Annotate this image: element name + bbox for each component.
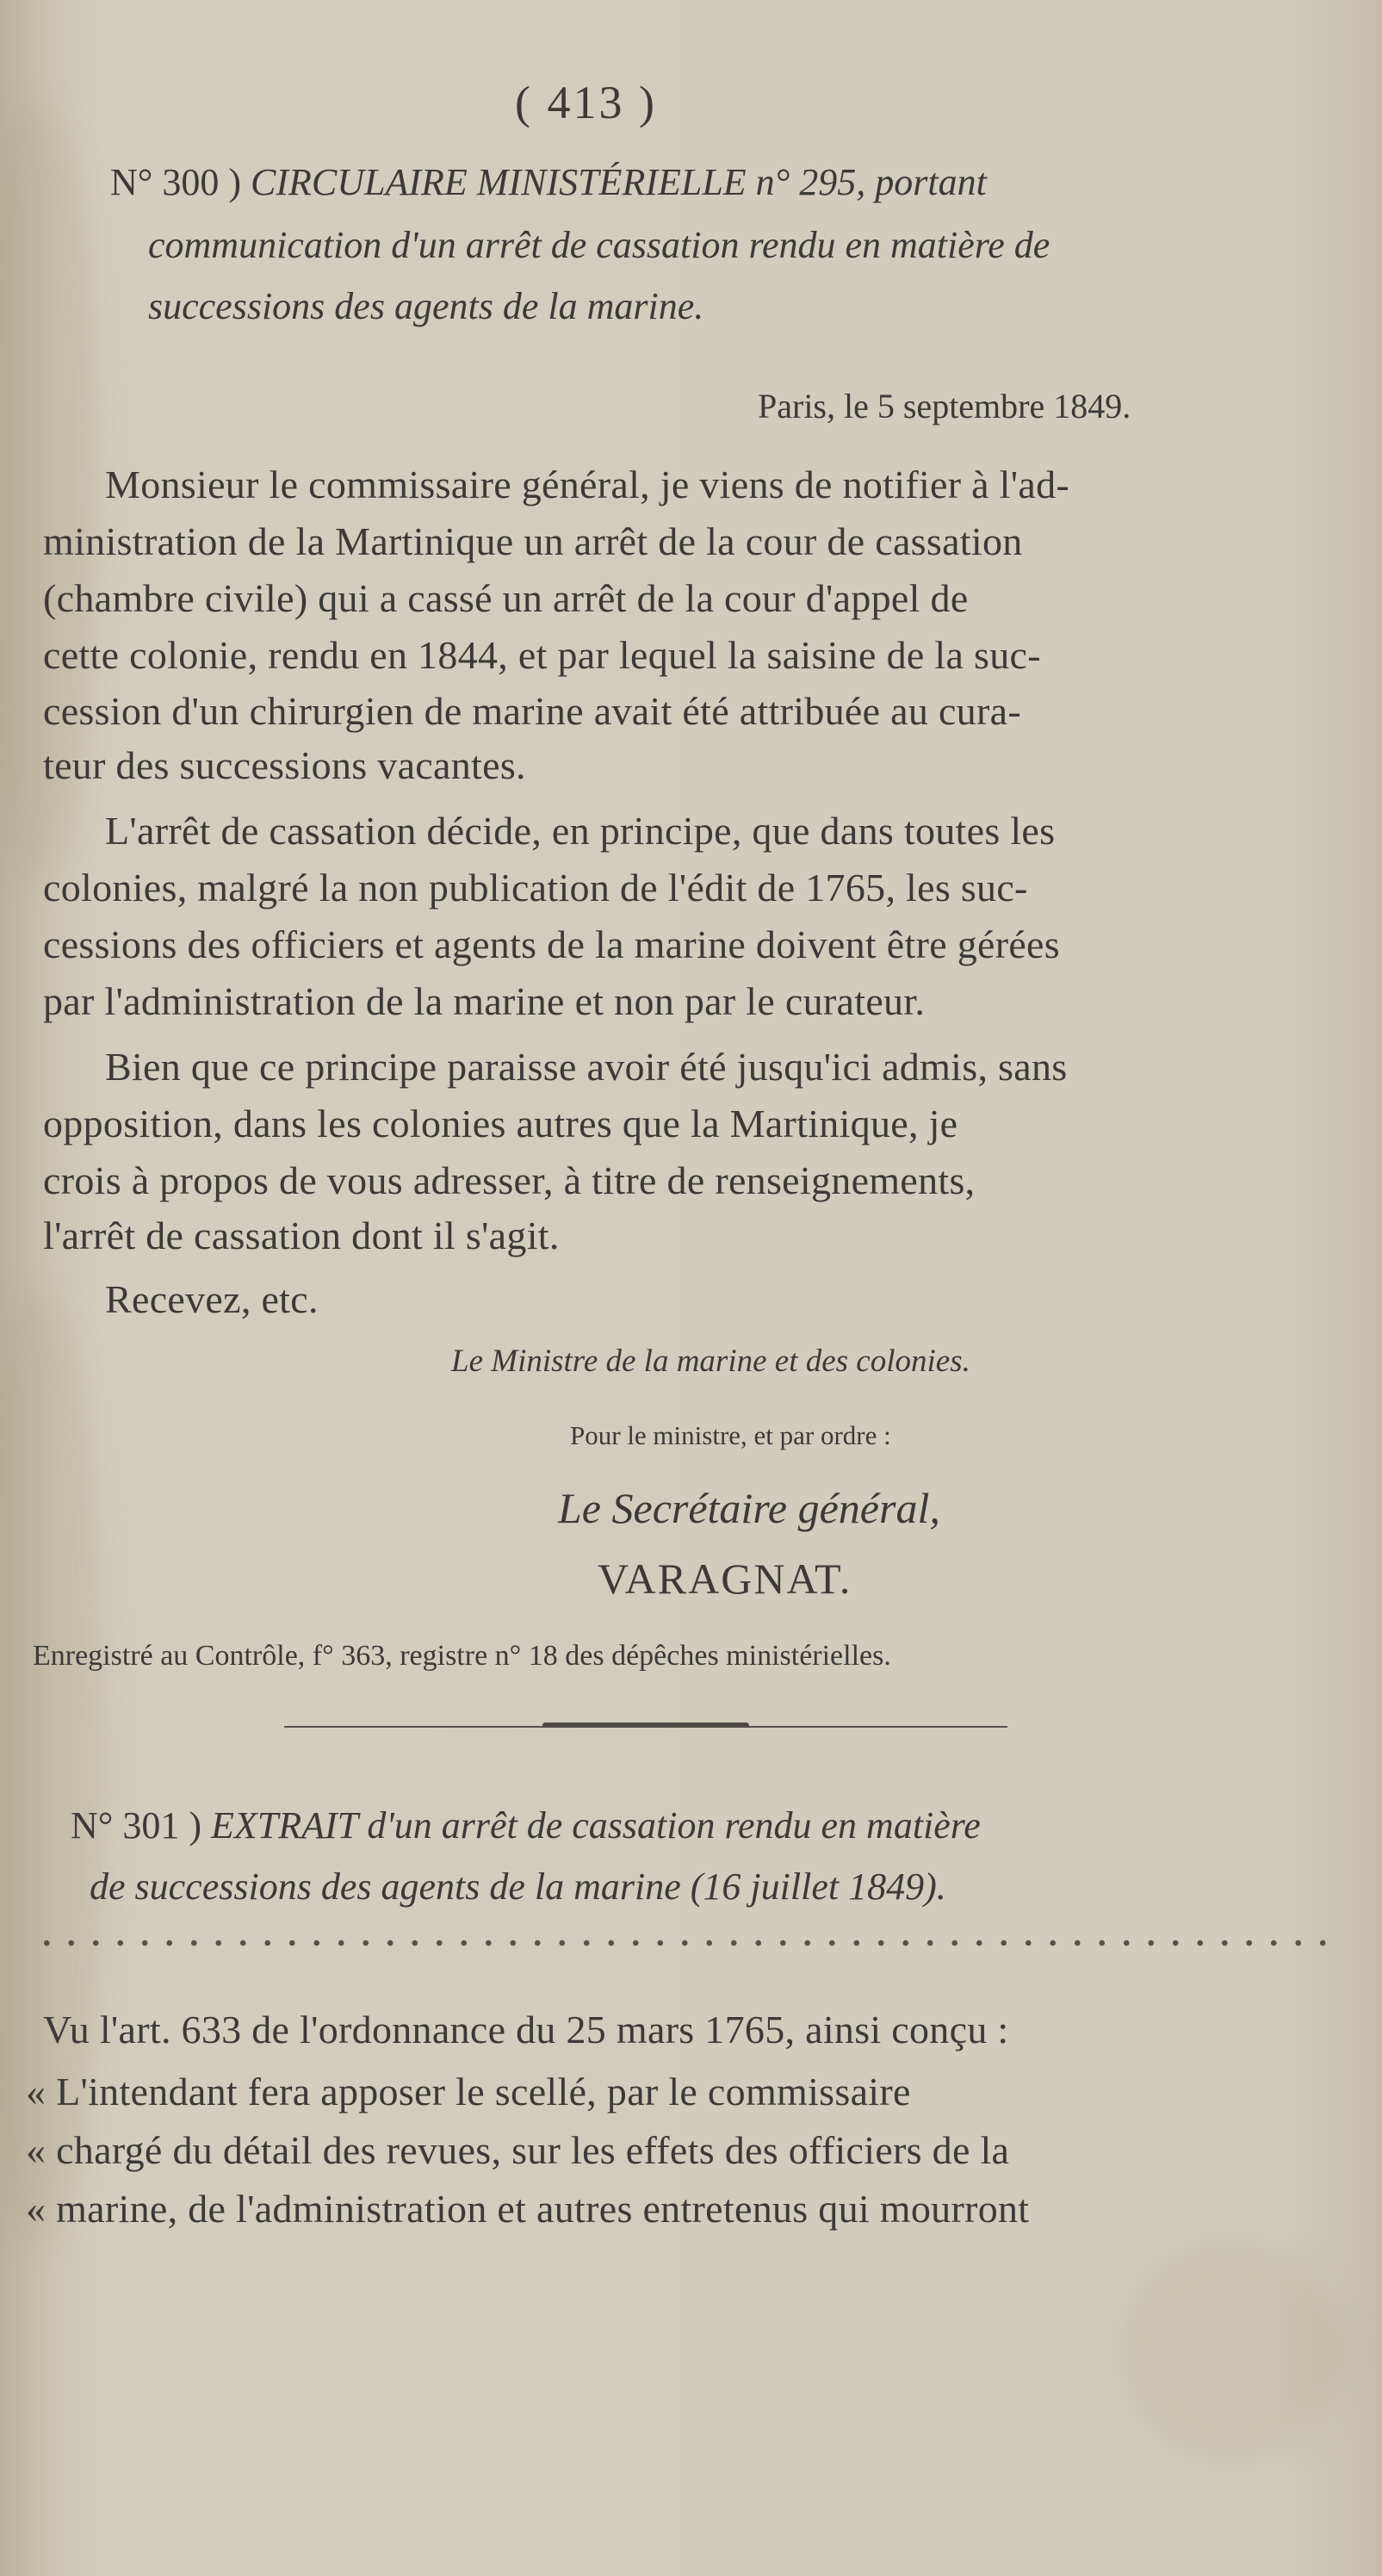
body-line: par l'administration de la marine et non par le curateur.: [43, 979, 926, 1023]
body-line: Monsieur le commissaire général, je viens de notifier à l'ad-: [105, 462, 1069, 506]
registration-note: Enregistré au Contrôle, f° 363, registre n° 18 des dépêches ministérielles.: [33, 1640, 891, 1672]
circular-title-text: successions des agents de la marine.: [148, 285, 704, 327]
body-line: cessions des officiers et agents de la marine doivent être gérées: [43, 922, 1060, 966]
body-line: opposition, dans les colonies autres que la Martinique, je: [43, 1102, 958, 1145]
body-line: Bien que ce principe paraisse avoir été jusqu'ici admis, sans: [105, 1045, 1068, 1089]
body-line: ministration de la Martinique un arrêt de la cour de cassation: [43, 519, 1023, 563]
circular-title-line: [110, 161, 987, 203]
body-line: l'arrêt de cassation dont il s'agit.: [43, 1214, 560, 1257]
circular-title-text: communication d'un arrêt de cassation rendu en matière de: [148, 224, 1050, 266]
body-line: « marine, de l'administration et autres entretenus qui mourront: [26, 2187, 1030, 2231]
signature-ministry: Le Ministre de la marine et des colonies.: [451, 1344, 970, 1379]
circular-title-text: CIRCULAIRE MINISTÉRIELLE n° 295, portant: [251, 161, 987, 203]
circular-title-line: [148, 285, 704, 327]
signature-title: Le Secrétaire général,: [558, 1484, 940, 1532]
extract-title-text: EXTRAIT d'un arrêt de cassation rendu en matière: [211, 1804, 981, 1847]
extract-number: N° 301 ): [71, 1804, 212, 1847]
body-line: teur des successions vacantes.: [43, 743, 526, 787]
circular-number: N° 300 ): [110, 161, 251, 203]
circular-date: Paris, le 5 septembre 1849.: [758, 387, 1131, 425]
page-number: ( 413 ): [515, 77, 657, 128]
extract-title-text: de successions des agents de la marine (16 juillet 1849).: [90, 1865, 946, 1908]
body-line: colonies, malgré la non publication de l'édit de 1765, les suc-: [43, 866, 1028, 909]
body-line: crois à propos de vous adresser, à titre de renseignements,: [43, 1158, 976, 1202]
body-line: « L'intendant fera apposer le scellé, par le commissaire: [26, 2070, 911, 2114]
elision-dots: [34, 1940, 1326, 1946]
signature-name: VARAGNAT.: [598, 1555, 852, 1603]
body-line: (chambre civile) qui a cassé un arrêt de la cour d'appel de: [43, 576, 969, 620]
extract-title-line: [90, 1865, 946, 1908]
signature-order: Pour le ministre, et par ordre :: [570, 1420, 891, 1450]
body-line: L'arrêt de cassation décide, en principe, que dans toutes les: [105, 809, 1056, 853]
body-line: « chargé du détail des revues, sur les effets des officiers de la: [26, 2128, 1010, 2172]
body-line: Vu l'art. 633 de l'ordonnance du 25 mars 1765, ainsi conçu :: [43, 2008, 1009, 2051]
section-divider-ornament: [542, 1723, 749, 1728]
circular-title-line: [148, 224, 1050, 266]
extract-title-line: [71, 1804, 981, 1847]
body-line: cession d'un chirurgien de marine avait été attribuée au cura-: [43, 689, 1021, 733]
body-line: cette colonie, rendu en 1844, et par lequel la saisine de la suc-: [43, 633, 1041, 677]
closing-line: Recevez, etc.: [105, 1277, 319, 1321]
